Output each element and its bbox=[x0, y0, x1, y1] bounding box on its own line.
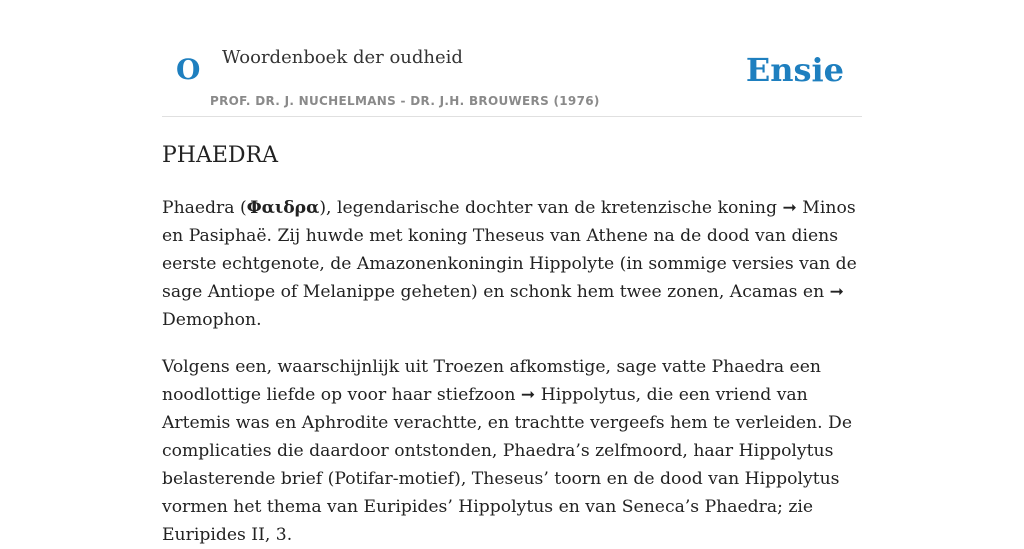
book-header bbox=[162, 0, 862, 117]
content-column bbox=[162, 0, 862, 549]
text-span: , die een vriend van Artemis was en Aphrodite verachtte, en trachtte vergeefs hem te verleiden. De complicaties die daardoor ontstonden, Phaedra’s zelfmoord, haar Hippolytus belasterende brief (Potifar-motief), Theseus’ toorn en de dood van Hippolytus vormen het thema van Euripides’ Hippolytus en van Seneca’s Phaedra; zie Euripides II, 3. bbox=[162, 385, 853, 545]
ensie-logo-link[interactable]: Ensie bbox=[745, 51, 844, 89]
text-span: Phaedra ( bbox=[162, 198, 247, 218]
arrow-right-icon: ➞ bbox=[829, 282, 845, 302]
text-span: . bbox=[256, 310, 262, 330]
reference-label: Hippolytus bbox=[535, 385, 636, 405]
reference-link-minos[interactable] bbox=[782, 198, 855, 218]
reference-link-hippolytus[interactable] bbox=[521, 385, 636, 405]
text-span: en Pasiphaë. Zij huwde met koning Theseus van Athene na de dood van diens eerste echtgenote, de Amazonenkoningin Hippolyte (in sommige versies van de sage Antiope of Melanippe geheten) en schonk hem twee zonen, Acamas en bbox=[162, 226, 857, 302]
book-author: PROF. DR. J. NUCHELMANS - DR. J.H. BROUWERS (1976) bbox=[210, 94, 600, 108]
book-title[interactable]: Woordenboek der oudheid bbox=[222, 47, 463, 68]
arrow-right-icon: ➞ bbox=[520, 385, 536, 405]
text-span: ), legendarische dochter van de kretenzische koning bbox=[319, 198, 783, 218]
arrow-right-icon: ➞ bbox=[782, 198, 797, 218]
book-letter-icon: O bbox=[176, 53, 201, 86]
entry-paragraph-2 bbox=[162, 353, 862, 549]
entry-paragraph-1 bbox=[162, 194, 862, 334]
reference-label: Demophon bbox=[162, 310, 257, 330]
reference-label: Minos bbox=[796, 198, 856, 218]
greek-name: Φαιδρα bbox=[246, 198, 320, 218]
text-span: Volgens een, waarschijnlijk uit Troezen afkomstige, sage vatte Phaedra een noodlottige liefde op voor haar stiefzoon bbox=[162, 357, 821, 405]
entry-title: PHAEDRA bbox=[162, 143, 279, 168]
